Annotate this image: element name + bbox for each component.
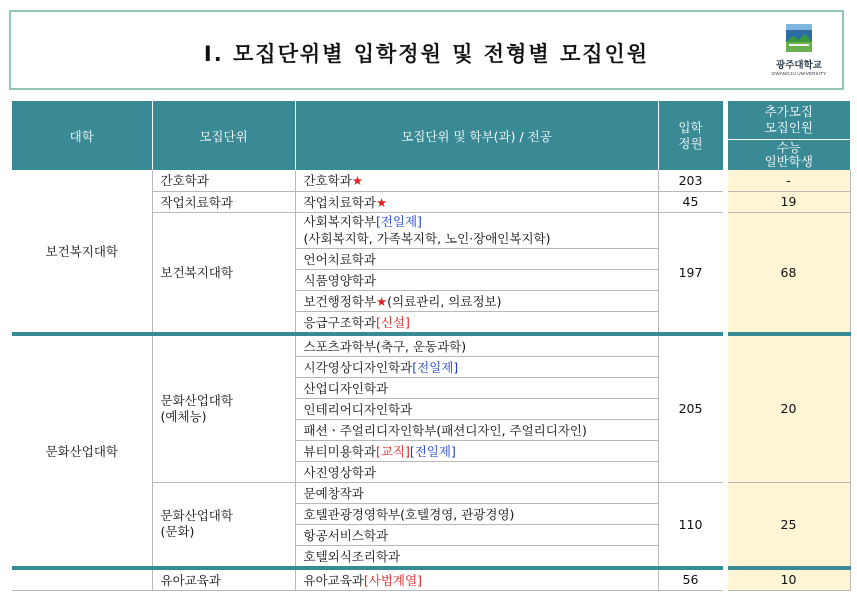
quota-cell: 197 (658, 212, 725, 334)
unit-cell: 문화산업대학 (예체능) (152, 334, 295, 483)
dept-cell: 식품영양학과 (295, 269, 658, 290)
additional-cell: 20 (725, 334, 850, 483)
star-icon: ★ (375, 194, 388, 210)
college-cell: 보건복지대학 (12, 170, 152, 334)
dept-cell: 간호학과★ (295, 170, 658, 191)
star-icon: ★ (375, 293, 388, 309)
university-logo (770, 22, 828, 82)
dept-cell: 항공서비스학과 (295, 524, 658, 545)
header-suneung: 수능 (776, 140, 801, 155)
quota-cell: 45 (658, 191, 725, 212)
star-icon: ★ (351, 173, 364, 189)
unit-cell: 보건복지대학 (152, 212, 295, 334)
table-row (12, 568, 850, 591)
dept-cell: 언어치료학과 (295, 248, 658, 269)
logo-english-text: GWANGJU UNIVERSITY (771, 71, 827, 76)
admission-table (12, 101, 851, 591)
college-cell: 문화산업대학 (12, 334, 152, 568)
header-unit: 모집단위 (152, 101, 295, 170)
additional-cell: 10 (725, 568, 850, 591)
unit-cell: 문화산업대학 (문화) (152, 482, 295, 568)
table-row (12, 334, 850, 357)
dept-cell: 사진영상학과 (295, 461, 658, 482)
dept-cell: 패션ㆍ주얼리디자인학부(패션디자인, 주얼리디자인) (295, 419, 658, 440)
additional-cell: 68 (725, 212, 850, 334)
dept-cell: 보건행정학부★(의료관리, 의료정보) (295, 290, 658, 311)
college-cell (12, 568, 152, 591)
quota-cell: 56 (658, 568, 725, 591)
table-row (12, 170, 850, 191)
dept-cell: 응급구조학과[신설] (295, 311, 658, 334)
dept-cell: 문예창작과 (295, 482, 658, 503)
quota-cell: 203 (658, 170, 725, 191)
header-additional: 추가모집 모집인원 수능 일반학생 (725, 101, 850, 170)
quota-cell: 205 (658, 334, 725, 483)
quota-cell: 110 (658, 482, 725, 568)
dept-cell: 유아교육과[사범계열] (295, 568, 658, 591)
dept-cell: 뷰티미용학과[교직][전일제] (295, 440, 658, 461)
header-general: 일반학생 (764, 154, 813, 169)
dept-cell: 사회복지학부[전일제] (사회복지학, 가족복지학, 노인·장애인복지학) (295, 212, 658, 248)
dept-cell: 작업치료학과★ (295, 191, 658, 212)
university-emblem-icon (783, 22, 815, 56)
dept-cell: 호텔외식조리학과 (295, 545, 658, 568)
dept-cell: 산업디자인학과 (295, 377, 658, 398)
unit-cell: 유아교육과 (152, 568, 295, 591)
header-dept: 모집단위 및 학부(과) / 전공 (295, 101, 658, 170)
dept-cell: 인테리어디자인학과 (295, 398, 658, 419)
header-college: 대학 (12, 101, 152, 170)
additional-cell: - (725, 170, 850, 191)
page-title: Ⅰ. 모집단위별 입학정원 및 전형별 모집인원 (203, 42, 650, 66)
dept-cell: 스포츠과학부(축구, 운동과학) (295, 334, 658, 357)
unit-cell: 작업치료학과 (152, 191, 295, 212)
title-box (9, 10, 844, 90)
unit-cell: 간호학과 (152, 170, 295, 191)
dept-cell: 시각영상디자인학과[전일제] (295, 356, 658, 377)
additional-cell: 25 (725, 482, 850, 568)
header-quota: 입학 정원 (658, 101, 725, 170)
dept-cell: 호텔관광경영학부(호텔경영, 관광경영) (295, 503, 658, 524)
additional-cell: 19 (725, 191, 850, 212)
logo-korean-text: 광주대학교 (776, 60, 822, 71)
